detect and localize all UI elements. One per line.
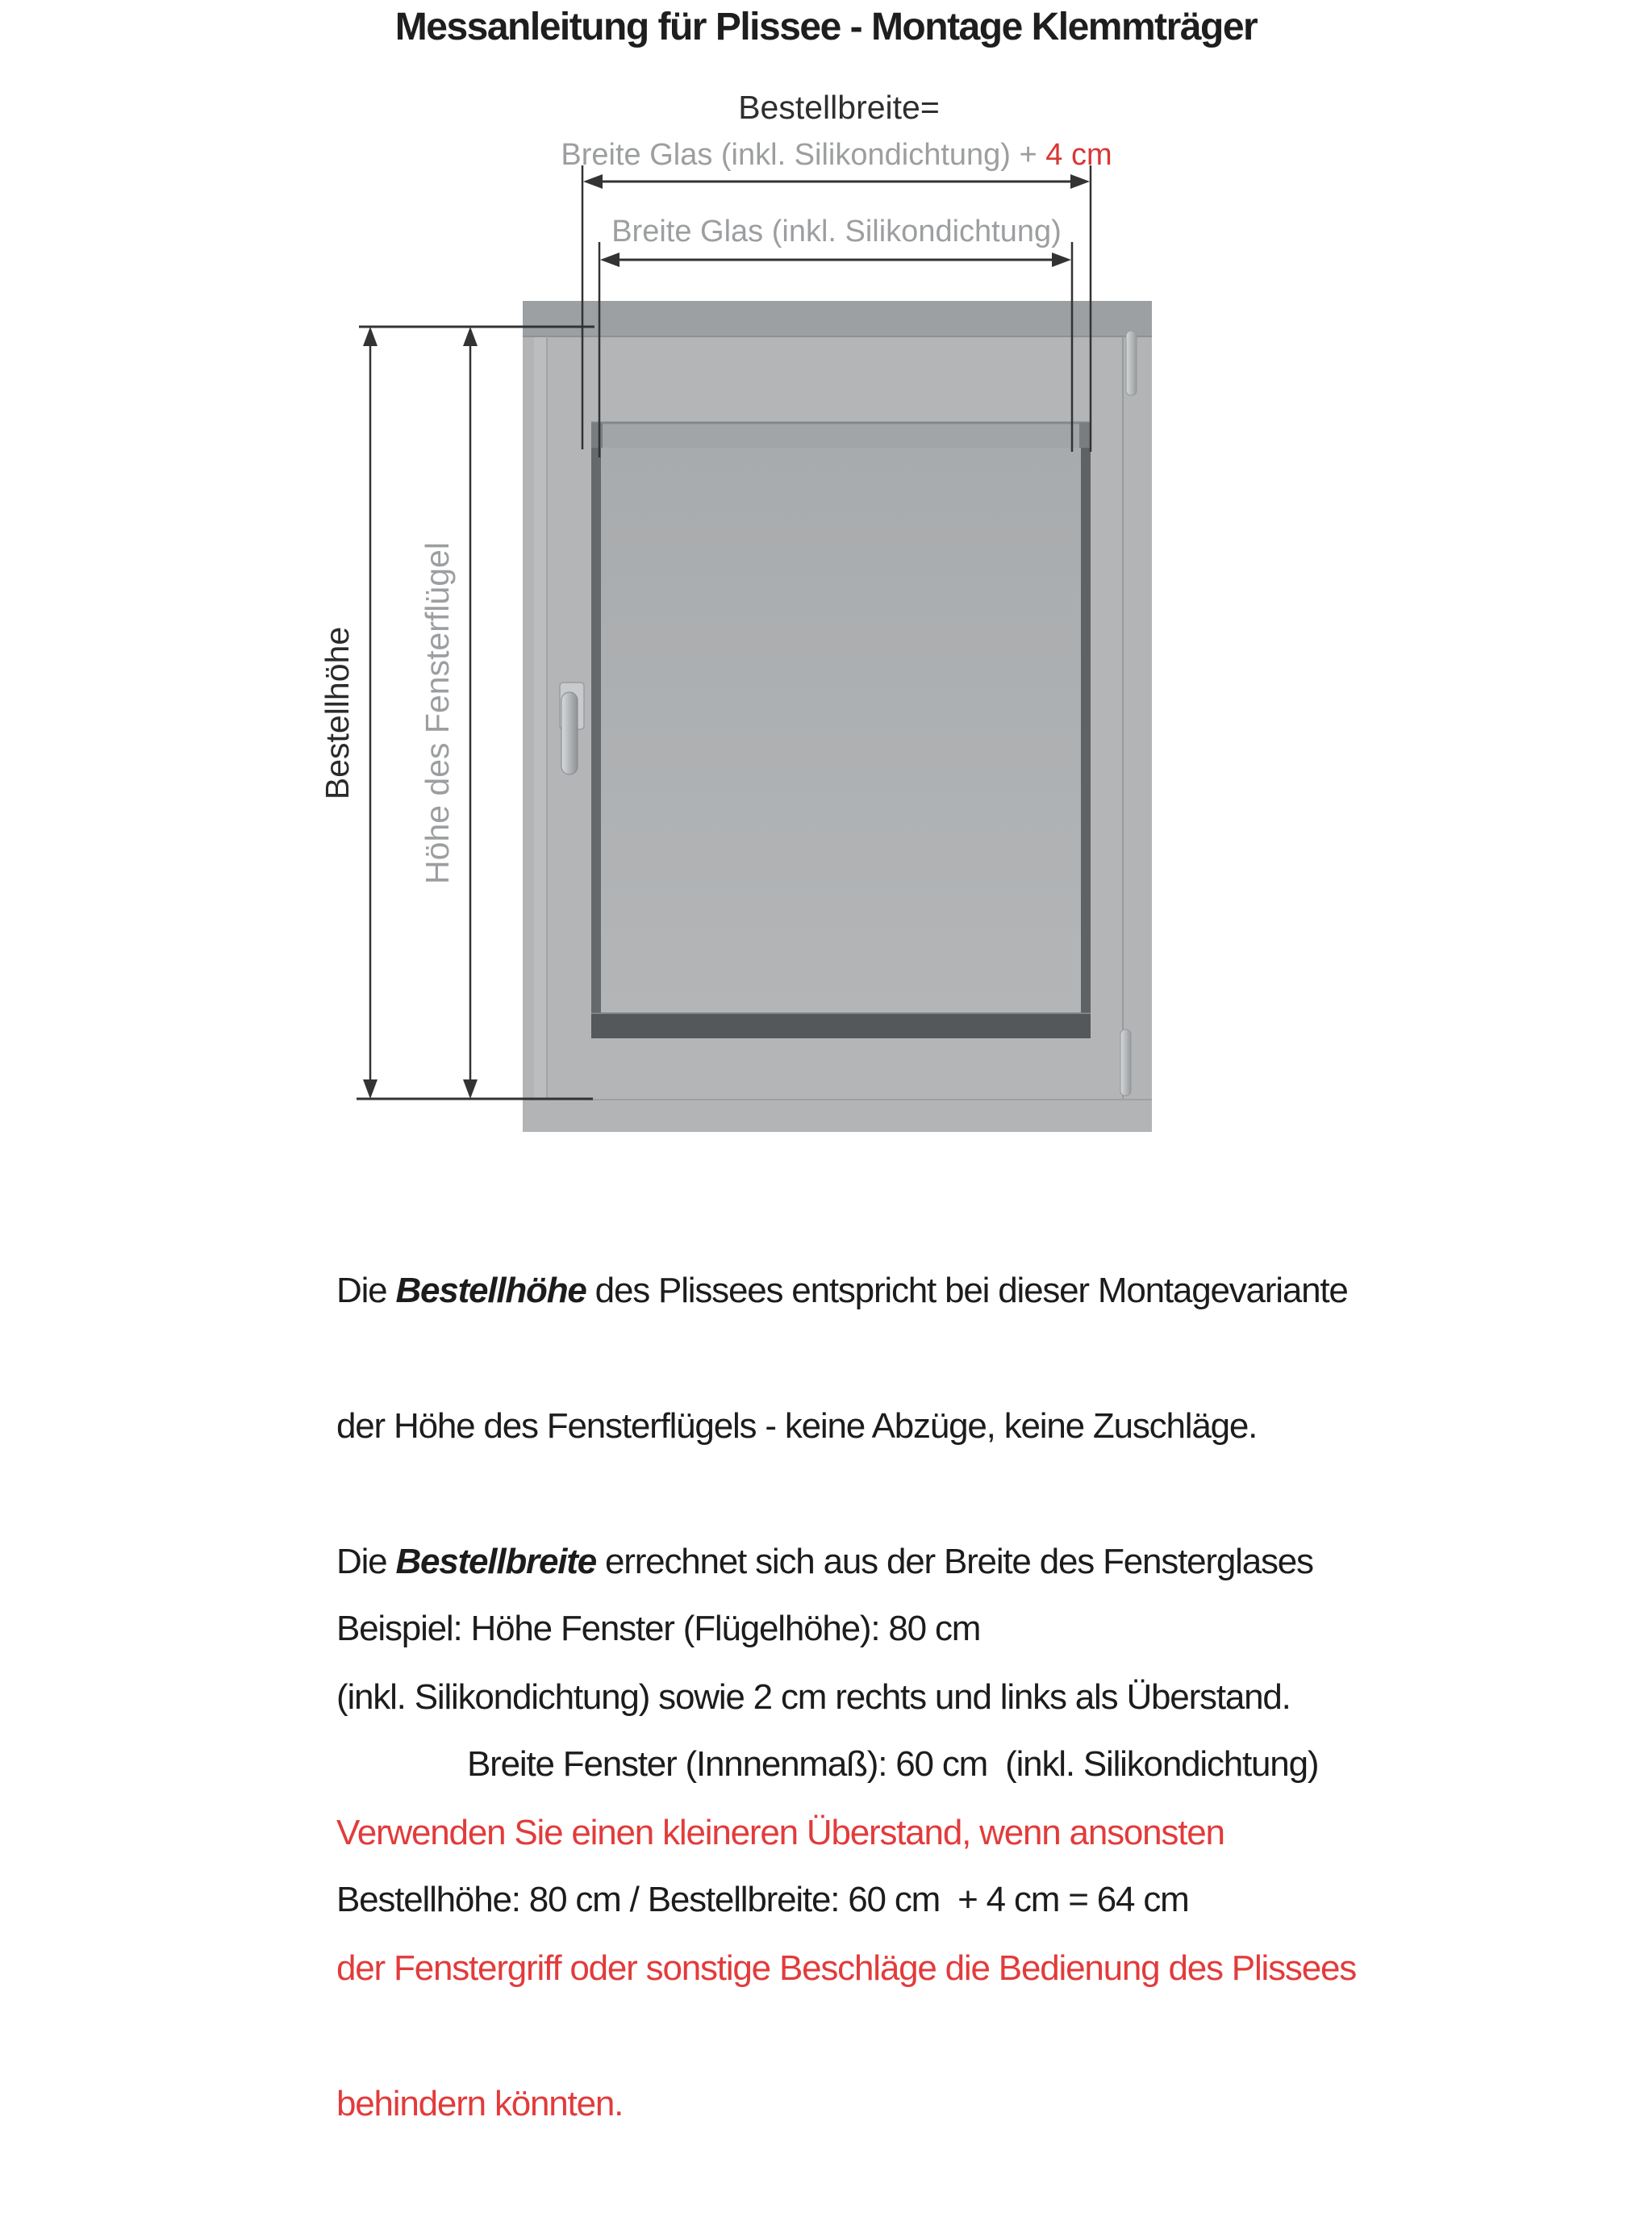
frame-left-highlight: [534, 336, 547, 1100]
glass-width-label: Breite Glas (inkl. Silikondichtung): [611, 215, 1062, 248]
page-title: Messanleitung für Plissee - Montage Klemmträger: [394, 6, 1258, 48]
explanation-line: Die Bestellbreite errechnet sich aus der Breite des Fensterglases: [336, 1542, 1313, 1581]
example-line: Bestellhöhe: 80 cm / Bestellbreite: 60 cm + 4 cm = 64 cm: [336, 1880, 1189, 1919]
arrowhead-left-icon: [583, 174, 603, 189]
arrowhead-down-icon: [463, 1079, 478, 1099]
arrowhead-right-icon: [1070, 174, 1090, 189]
arrowhead-up-icon: [363, 327, 378, 346]
sash-height-label: Höhe des Fensterflügel: [419, 542, 456, 884]
glazing-border-bottom: [591, 1013, 1091, 1038]
example-block: [336, 1516, 1318, 2013]
arrowhead-left-icon: [600, 253, 620, 267]
glazing-border-left: [591, 423, 601, 1038]
emphasis-order-height: Bestellhöhe: [395, 1271, 586, 1310]
order-width-title-label: Bestellbreite=: [738, 89, 940, 126]
explanation-line: der Höhe des Fensterflügels - keine Abzüge, keine Zuschläge.: [336, 1406, 1258, 1446]
example-line: Breite Fenster (Innnenmaß): 60 cm (inkl. Silikondichtung): [467, 1744, 1319, 1784]
order-width-formula-red: 4 cm: [1045, 138, 1112, 172]
glazing-border-right: [1081, 423, 1091, 1038]
warning-line: Verwenden Sie einen kleineren Überstand, wenn ansonsten: [336, 1813, 1224, 1852]
warning-line: behindern könnten.: [336, 2084, 624, 2123]
example-line: Beispiel: Höhe Fenster (Flügelhöhe): 80 cm: [336, 1609, 981, 1648]
order-width-formula-gray: Breite Glas (inkl. Silikondichtung) +: [561, 138, 1046, 172]
plissee-rail-left-cap: [591, 423, 603, 448]
window-handle: [561, 692, 578, 774]
window-illustration: [523, 301, 1152, 1132]
arrowhead-right-icon: [1052, 253, 1071, 267]
order-width-formula-label: [561, 138, 1112, 172]
lower-hinge: [1120, 1029, 1131, 1096]
warning-line: der Fenstergriff oder sonstige Beschläge die Bedienung des Plissees: [336, 1948, 1357, 1988]
window-frame-top-band: [523, 301, 1152, 336]
emphasis-order-width: Bestellbreite: [395, 1542, 596, 1581]
plissee-rail-right-cap: [1079, 423, 1091, 448]
arrowhead-up-icon: [463, 327, 478, 346]
explanation-line: Die Bestellhöhe des Plissees entspricht bei dieser Montagevariante: [336, 1271, 1348, 1310]
order-height-label: Bestellhöhe: [319, 626, 356, 800]
plissee-top-rail: [591, 423, 1091, 448]
glass-pane: [601, 448, 1081, 1017]
upper-hinge: [1126, 331, 1137, 395]
explanation-line: (inkl. Silikondichtung) sowie 2 cm rechts und links als Überstand.: [336, 1677, 1291, 1717]
arrowhead-down-icon: [363, 1079, 378, 1099]
